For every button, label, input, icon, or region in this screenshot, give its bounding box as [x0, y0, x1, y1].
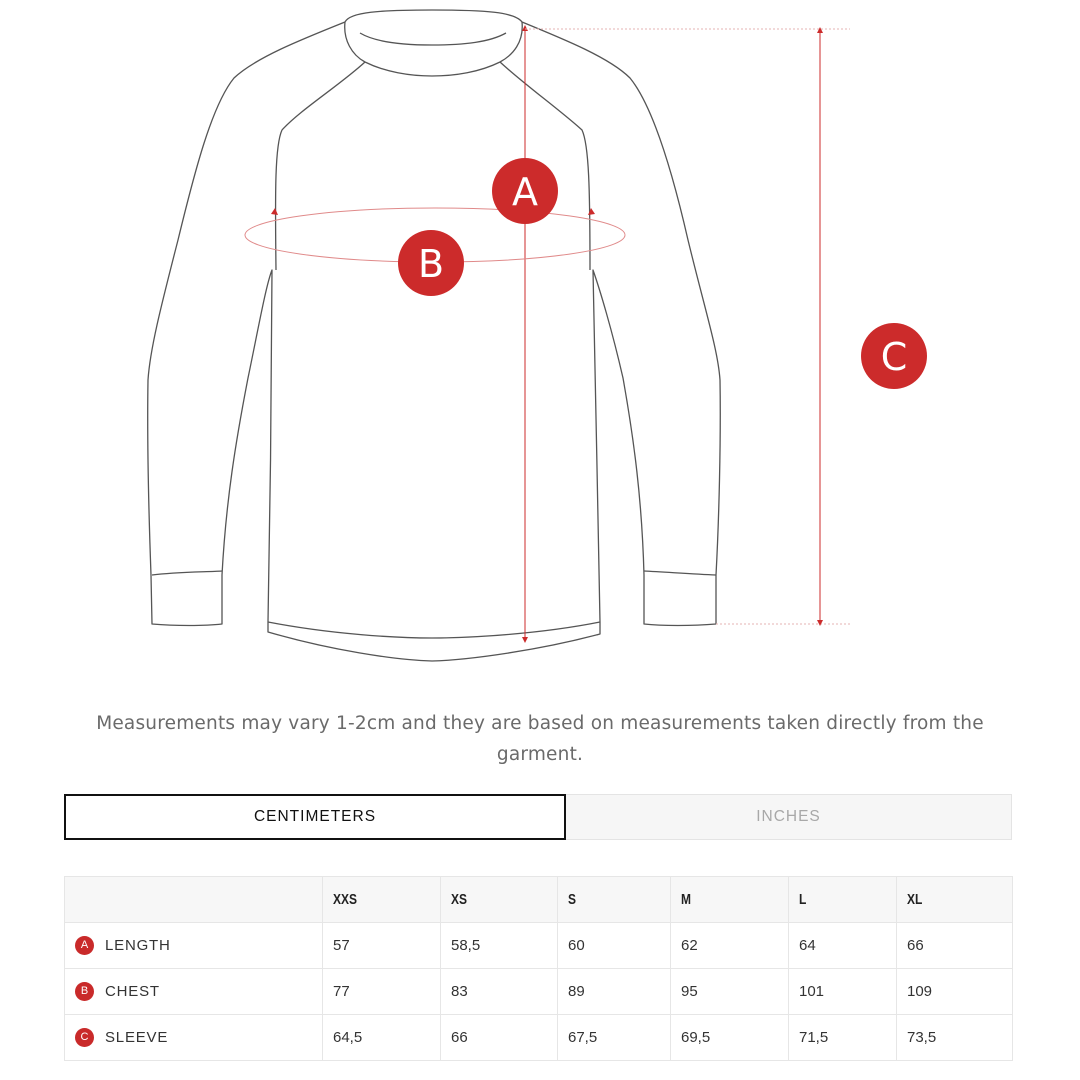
table-cell: 73,5	[897, 1015, 1013, 1061]
marker-c	[861, 323, 927, 389]
measurement-note: Measurements may vary 1-2cm and they are based on measurements taken directly from the garment.	[96, 713, 984, 765]
table-cell: 58,5	[441, 923, 558, 969]
table-cell: 66	[897, 923, 1013, 969]
row-label	[65, 969, 323, 1015]
table-header-cell: L	[789, 877, 897, 923]
table-cell: 64,5	[323, 1015, 441, 1061]
row-marker-badge: C	[75, 1028, 94, 1047]
table-cell: 69,5	[671, 1015, 789, 1061]
row-name: SLEEVE	[105, 1029, 169, 1046]
marker-a	[492, 158, 558, 224]
table-row	[65, 923, 1013, 969]
row-label	[65, 923, 323, 969]
marker-a-letter: A	[512, 170, 538, 214]
tab-inches[interactable]: INCHES	[566, 794, 1012, 840]
marker-c-letter: C	[880, 335, 908, 379]
row-marker-badge: A	[75, 936, 94, 955]
table-cell: 89	[558, 969, 671, 1015]
table-cell: 83	[441, 969, 558, 1015]
table-row	[65, 1015, 1013, 1061]
marker-b-letter: B	[417, 242, 445, 286]
table-header-cell: XL	[897, 877, 1013, 923]
table-cell: 64	[789, 923, 897, 969]
table-cell: 71,5	[789, 1015, 897, 1061]
table-cell: 62	[671, 923, 789, 969]
table-header-row	[65, 877, 1013, 923]
table-cell: 67,5	[558, 1015, 671, 1061]
row-name: LENGTH	[105, 937, 171, 954]
table-cell: 109	[897, 969, 1013, 1015]
table-cell: 60	[558, 923, 671, 969]
row-label	[65, 1015, 323, 1061]
unit-tabs	[64, 794, 1012, 840]
size-table	[64, 876, 1013, 1061]
shirt-outline	[148, 10, 721, 661]
measurement-guides	[245, 28, 850, 640]
table-row	[65, 969, 1013, 1015]
table-cell: 66	[441, 1015, 558, 1061]
table-cell: 57	[323, 923, 441, 969]
row-marker-badge: B	[75, 982, 94, 1001]
table-header-cell: S	[558, 877, 671, 923]
tab-centimeters[interactable]: CENTIMETERS	[64, 794, 566, 840]
row-name: CHEST	[105, 983, 160, 1000]
table-header-cell	[65, 877, 323, 923]
table-header-cell: M	[671, 877, 789, 923]
table-header-cell: XS	[441, 877, 558, 923]
table-cell: 101	[789, 969, 897, 1015]
table-cell: 95	[671, 969, 789, 1015]
marker-b	[398, 230, 464, 296]
table-header-cell: XXS	[323, 877, 441, 923]
table-cell: 77	[323, 969, 441, 1015]
